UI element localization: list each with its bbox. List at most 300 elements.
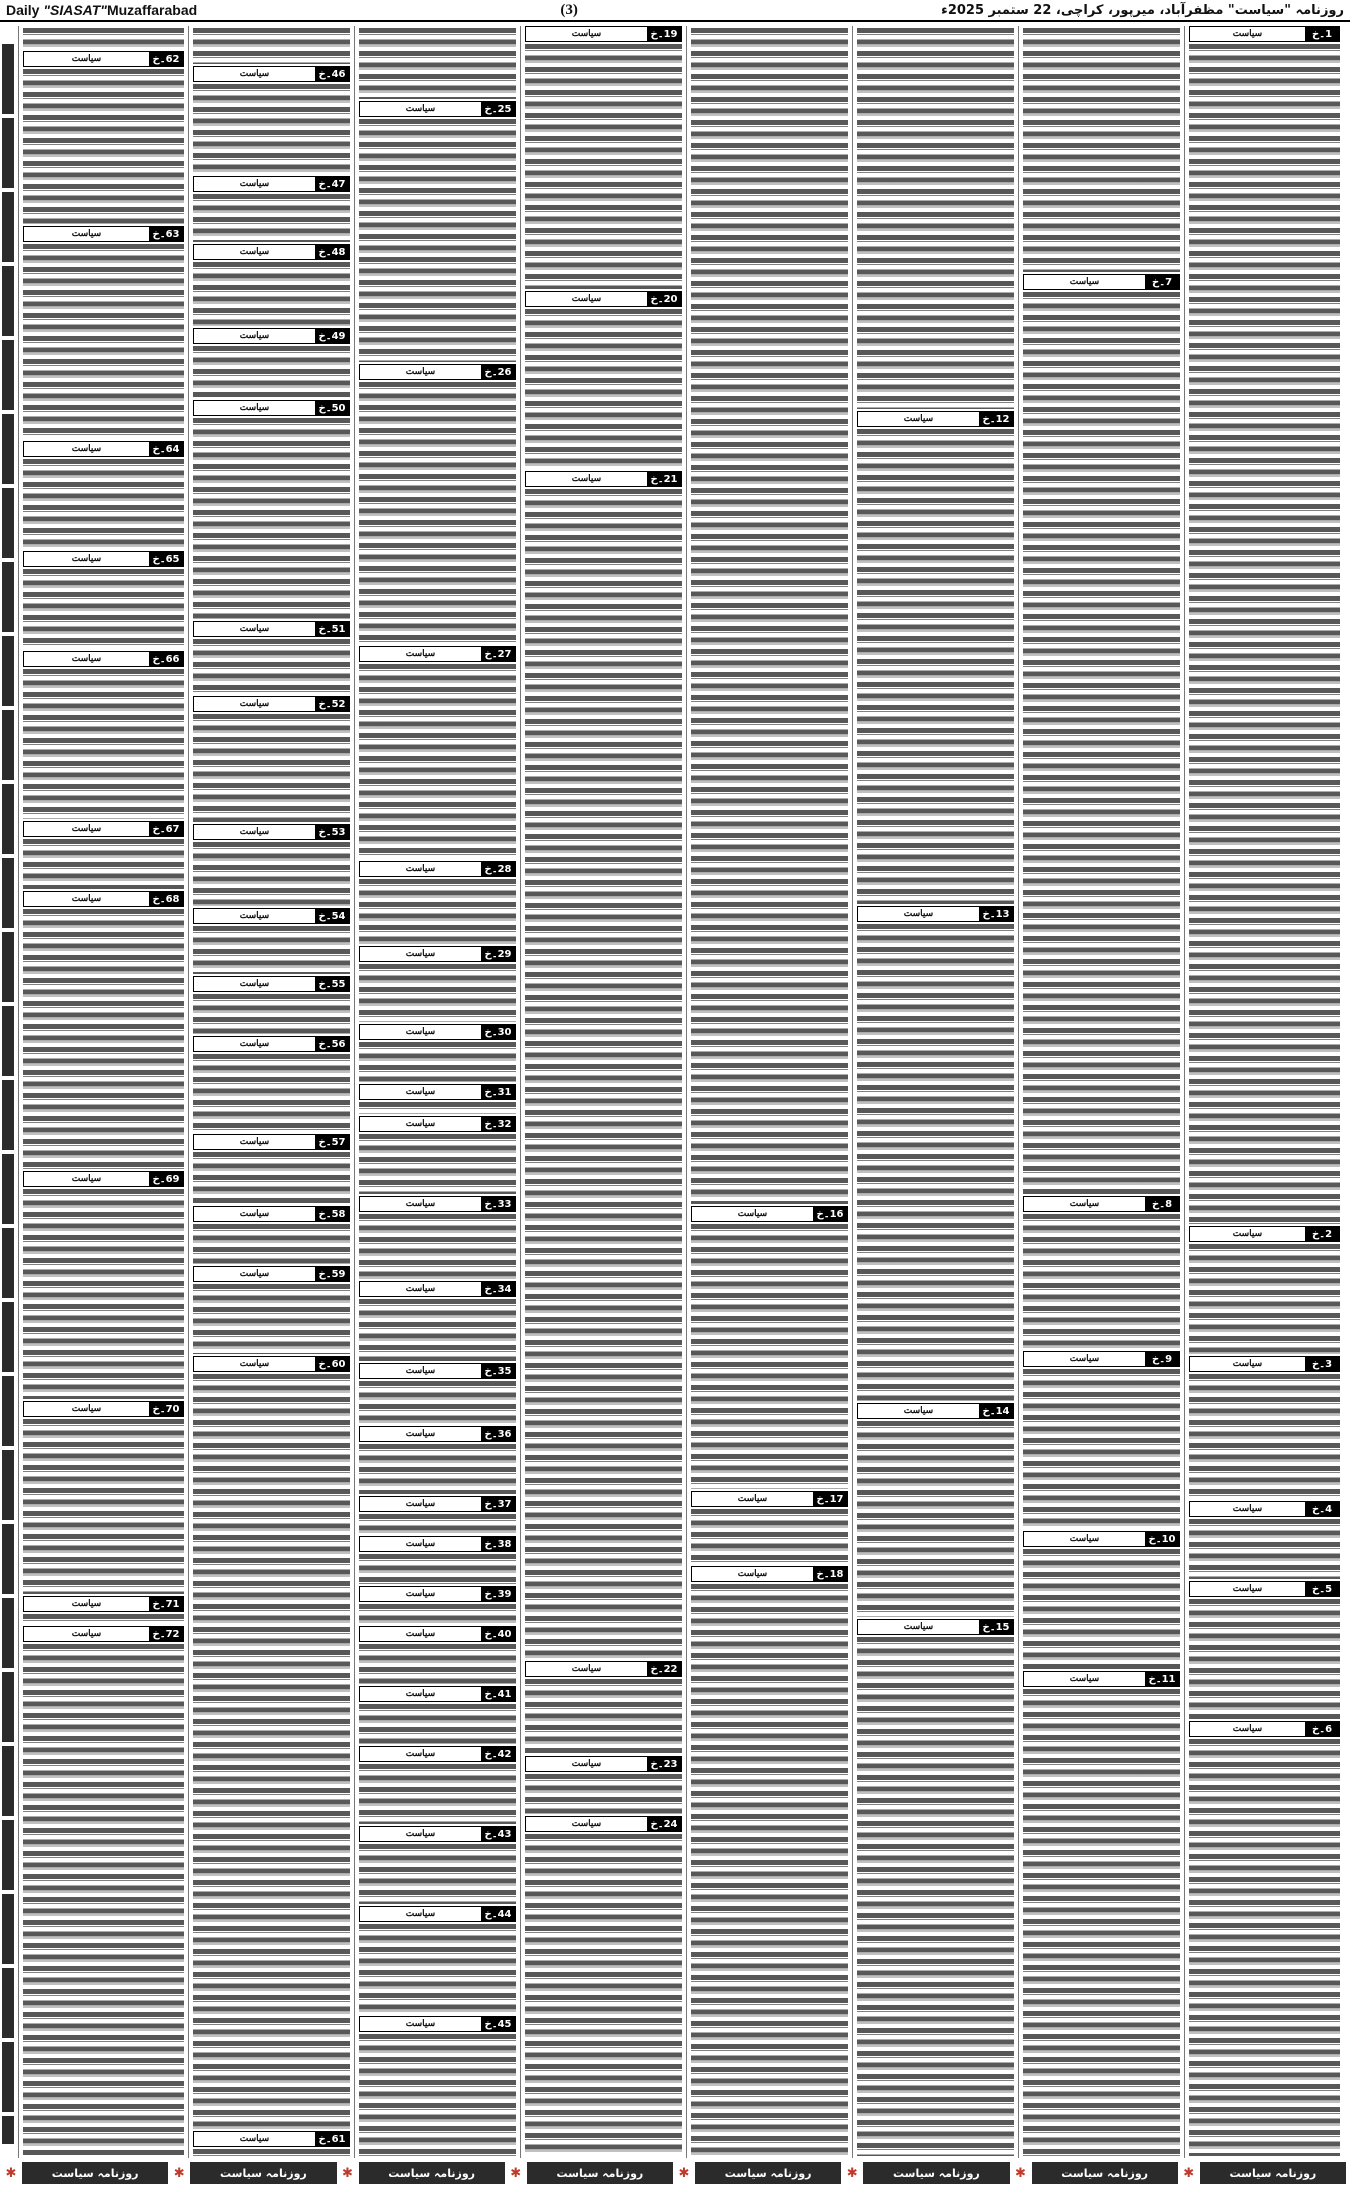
story-logo: سیاست: [239, 2134, 270, 2144]
story-number: 40۔خ: [481, 1627, 515, 1641]
story-logo: سیاست: [903, 1406, 934, 1416]
article-text: [359, 1924, 516, 2014]
story-header: [359, 1626, 516, 1642]
story-header: [359, 1281, 516, 1297]
article-text: [193, 1152, 350, 1204]
article-text: [1189, 1599, 1340, 1719]
story-logo: سیاست: [239, 979, 270, 989]
story-number: 21۔خ: [647, 472, 681, 486]
article-text: [193, 1374, 350, 2129]
story-logo: سیاست: [571, 1664, 602, 1674]
story-logo: سیاست: [571, 29, 602, 39]
story-logo: سیاست: [405, 1119, 436, 1129]
story-number: 6۔خ: [1305, 1722, 1339, 1736]
story-number: 37۔خ: [481, 1497, 515, 1511]
story-number: 18۔خ: [813, 1567, 847, 1581]
story-number: 2۔خ: [1305, 1227, 1339, 1241]
story-header: [1189, 1501, 1340, 1517]
story-header: [1023, 1351, 1180, 1367]
story-number: 43۔خ: [481, 1827, 515, 1841]
story-number: 25۔خ: [481, 102, 515, 116]
story-header: [193, 244, 350, 260]
article-text: [691, 1509, 848, 1564]
article-text: [359, 1604, 516, 1624]
story-header: [23, 551, 184, 567]
article-text: [691, 1224, 848, 1489]
story-logo: سیاست: [71, 1629, 102, 1639]
story-header: [23, 51, 184, 67]
story-header: [193, 1356, 350, 1372]
article-text: [193, 262, 350, 326]
story-logo: سیاست: [71, 654, 102, 664]
article-text: [359, 1844, 516, 1904]
story-number: 69۔خ: [149, 1172, 183, 1186]
story-logo: سیاست: [1069, 1674, 1100, 1684]
story-logo: سیاست: [903, 1622, 934, 1632]
story-number: 10۔خ: [1145, 1532, 1179, 1546]
story-logo: سیاست: [1232, 1359, 1263, 1369]
story-logo: سیاست: [405, 1284, 436, 1294]
story-logo: سیاست: [405, 1027, 436, 1037]
story-header: [359, 1363, 516, 1379]
story-header: [1189, 1356, 1340, 1372]
story-header: [857, 411, 1014, 427]
article-text: [359, 1764, 516, 1824]
story-number: 5۔خ: [1305, 1582, 1339, 1596]
article-text: [193, 1224, 350, 1264]
story-logo: سیاست: [239, 69, 270, 79]
story-logo: سیاست: [71, 1174, 102, 1184]
article-text: [193, 194, 350, 242]
story-logo: سیاست: [405, 1499, 436, 1509]
story-logo: سیاست: [405, 367, 436, 377]
story-header: [23, 821, 184, 837]
story-header: [359, 2016, 516, 2032]
story-number: 4۔خ: [1305, 1502, 1339, 1516]
page-number: (3): [560, 1, 578, 18]
story-number: 38۔خ: [481, 1537, 515, 1551]
story-header: [23, 441, 184, 457]
article-text: [1189, 1739, 1340, 2156]
story-number: 31۔خ: [481, 1085, 515, 1099]
article-text: [23, 459, 184, 549]
star-icon: ✱: [845, 2162, 859, 2184]
article-text: [23, 1189, 184, 1399]
story-logo: سیاست: [239, 331, 270, 341]
story-logo: سیاست: [405, 1199, 436, 1209]
story-header: [23, 1171, 184, 1187]
story-header: [857, 1403, 1014, 1419]
story-header: [193, 400, 350, 416]
article-text: [857, 1421, 1014, 1617]
footer-label: روزنامہ سیاست: [1032, 2162, 1178, 2184]
story-logo: سیاست: [1232, 1584, 1263, 1594]
column-c3: [852, 26, 1018, 2158]
footer-label: روزنامہ سیاست: [190, 2162, 336, 2184]
story-number: 3۔خ: [1305, 1357, 1339, 1371]
story-number: 56۔خ: [315, 1037, 349, 1051]
article-text: [1189, 1519, 1340, 1579]
star-icon: ✱: [341, 2162, 355, 2184]
story-number: 55۔خ: [315, 977, 349, 991]
story-header: [525, 26, 682, 42]
story-number: 33۔خ: [481, 1197, 515, 1211]
story-header: [359, 101, 516, 117]
story-header: [23, 891, 184, 907]
article-text: [1023, 292, 1180, 1194]
article-text: [23, 28, 184, 49]
story-header: [193, 696, 350, 712]
story-logo: سیاست: [571, 474, 602, 484]
article-text: [23, 839, 184, 889]
story-header: [525, 471, 682, 487]
article-text: [359, 1381, 516, 1424]
story-number: 67۔خ: [149, 822, 183, 836]
story-header: [193, 1134, 350, 1150]
story-logo: سیاست: [71, 1599, 102, 1609]
footer-label: روزنامہ سیاست: [22, 2162, 168, 2184]
article-text: [193, 714, 350, 822]
story-logo: سیاست: [71, 229, 102, 239]
story-logo: سیاست: [571, 1759, 602, 1769]
star-icon: ✱: [1182, 2162, 1196, 2184]
story-logo: سیاست: [737, 1209, 768, 1219]
article-text: [23, 244, 184, 439]
footer-label: روزنامہ سیاست: [695, 2162, 841, 2184]
article-text: [359, 1704, 516, 1744]
article-text: [23, 569, 184, 649]
story-header: [23, 1626, 184, 1642]
story-header: [359, 646, 516, 662]
article-text: [525, 1834, 682, 2156]
masthead-siasat: "SIASAT": [43, 2, 107, 18]
story-logo: سیاست: [405, 1629, 436, 1639]
story-header: [23, 1401, 184, 1417]
story-logo: سیاست: [405, 649, 436, 659]
story-number: 16۔خ: [813, 1207, 847, 1221]
story-logo: سیاست: [1069, 1534, 1100, 1544]
article-text: [359, 1554, 516, 1584]
footer-label: روزنامہ سیاست: [1200, 2162, 1346, 2184]
story-header: [193, 2131, 350, 2147]
column-c7: [188, 26, 354, 2158]
story-header: [193, 1206, 350, 1222]
story-logo: سیاست: [405, 1539, 436, 1549]
article-text: [23, 1419, 184, 1594]
article-text: [23, 909, 184, 1169]
article-text: [359, 119, 516, 362]
story-logo: سیاست: [903, 909, 934, 919]
article-text: [857, 429, 1014, 904]
story-logo: سیاست: [571, 294, 602, 304]
story-number: 39۔خ: [481, 1587, 515, 1601]
article-text: [193, 346, 350, 398]
story-number: 46۔خ: [315, 67, 349, 81]
story-number: 62۔خ: [149, 52, 183, 66]
article-text: [691, 28, 848, 1204]
story-logo: سیاست: [405, 1087, 436, 1097]
story-number: 53۔خ: [315, 825, 349, 839]
story-header: [359, 861, 516, 877]
story-logo: سیاست: [239, 1039, 270, 1049]
story-header: [23, 651, 184, 667]
story-logo: سیاست: [405, 1429, 436, 1439]
story-number: 27۔خ: [481, 647, 515, 661]
story-number: 1۔خ: [1305, 27, 1339, 41]
story-logo: سیاست: [239, 1269, 270, 1279]
story-header: [1023, 1531, 1180, 1547]
story-header: [359, 1196, 516, 1212]
article-text: [359, 1514, 516, 1534]
article-text: [23, 69, 184, 224]
story-number: 14۔خ: [979, 1404, 1013, 1418]
story-header: [359, 1746, 516, 1762]
story-number: 57۔خ: [315, 1135, 349, 1149]
story-header: [193, 976, 350, 992]
column-c8: [18, 26, 188, 2158]
story-header: [193, 66, 350, 82]
article-text: [23, 1614, 184, 1624]
story-number: 48۔خ: [315, 245, 349, 259]
star-icon: ✱: [172, 2162, 186, 2184]
story-number: 60۔خ: [315, 1357, 349, 1371]
story-number: 71۔خ: [149, 1597, 183, 1611]
story-header: [359, 1024, 516, 1040]
footer-band: [0, 2162, 1350, 2184]
column-c4: [686, 26, 852, 2158]
column-c6: [354, 26, 520, 2158]
story-number: 47۔خ: [315, 177, 349, 191]
story-number: 70۔خ: [149, 1402, 183, 1416]
story-number: 35۔خ: [481, 1364, 515, 1378]
story-logo: سیاست: [239, 403, 270, 413]
story-header: [691, 1206, 848, 1222]
story-header: [359, 946, 516, 962]
story-number: 52۔خ: [315, 697, 349, 711]
story-number: 50۔خ: [315, 401, 349, 415]
article-text: [359, 382, 516, 644]
story-logo: سیاست: [405, 1366, 436, 1376]
story-logo: سیاست: [903, 414, 934, 424]
story-header: [23, 226, 184, 242]
story-number: 45۔خ: [481, 2017, 515, 2031]
story-header: [193, 1036, 350, 1052]
article-text: [193, 842, 350, 906]
article-text: [23, 1644, 184, 2156]
side-decorative-strip: [2, 44, 14, 2144]
article-text: [359, 664, 516, 859]
story-number: 26۔خ: [481, 365, 515, 379]
story-header: [525, 1661, 682, 1677]
story-number: 11۔خ: [1145, 1672, 1179, 1686]
article-text: [359, 964, 516, 1022]
story-logo: سیاست: [239, 911, 270, 921]
story-number: 9۔خ: [1145, 1352, 1179, 1366]
masthead-daily: Daily: [6, 2, 40, 18]
article-text: [857, 1637, 1014, 2156]
article-text: [525, 1774, 682, 1814]
story-number: 32۔خ: [481, 1117, 515, 1131]
story-logo: سیاست: [71, 554, 102, 564]
article-text: [23, 669, 184, 819]
story-number: 30۔خ: [481, 1025, 515, 1039]
article-text: [359, 1644, 516, 1684]
article-text: [525, 44, 682, 289]
story-logo: سیاست: [239, 1137, 270, 1147]
story-header: [359, 1826, 516, 1842]
story-logo: سیاست: [1069, 277, 1100, 287]
column-c2: [1018, 26, 1184, 2158]
story-logo: سیاست: [239, 179, 270, 189]
article-text: [193, 418, 350, 619]
story-number: 65۔خ: [149, 552, 183, 566]
story-logo: سیاست: [405, 864, 436, 874]
story-number: 64۔خ: [149, 442, 183, 456]
story-header: [1189, 1226, 1340, 1242]
article-text: [359, 879, 516, 944]
article-text: [857, 28, 1014, 409]
article-text: [193, 1054, 350, 1132]
article-text: [1023, 1689, 1180, 2156]
article-text: [525, 309, 682, 469]
story-logo: سیاست: [737, 1569, 768, 1579]
story-number: 63۔خ: [149, 227, 183, 241]
masthead-city: Muzaffarabad: [106, 2, 198, 18]
story-number: 59۔خ: [315, 1267, 349, 1281]
story-header: [359, 1906, 516, 1922]
story-number: 7۔خ: [1145, 275, 1179, 289]
footer-label: روزنامہ سیاست: [863, 2162, 1009, 2184]
story-number: 34۔خ: [481, 1282, 515, 1296]
article-text: [193, 28, 350, 64]
story-logo: سیاست: [239, 624, 270, 634]
story-logo: سیاست: [239, 1209, 270, 1219]
column-c5: [520, 26, 686, 2158]
story-header: [525, 1756, 682, 1772]
story-number: 66۔خ: [149, 652, 183, 666]
story-header: [193, 176, 350, 192]
story-logo: سیاست: [239, 1359, 270, 1369]
article-text: [359, 1444, 516, 1494]
masthead-brand: [6, 2, 197, 18]
story-logo: سیاست: [405, 1909, 436, 1919]
article-text: [359, 1042, 516, 1082]
star-icon: ✱: [1014, 2162, 1028, 2184]
article-text: [359, 1214, 516, 1279]
story-number: 22۔خ: [647, 1662, 681, 1676]
masthead: [0, 0, 1350, 22]
story-number: 61۔خ: [315, 2132, 349, 2146]
story-header: [193, 824, 350, 840]
story-header: [1189, 1721, 1340, 1737]
story-logo: سیاست: [1232, 1504, 1263, 1514]
story-header: [359, 1586, 516, 1602]
story-number: 58۔خ: [315, 1207, 349, 1221]
story-logo: سیاست: [405, 1749, 436, 1759]
story-header: [193, 328, 350, 344]
story-number: 15۔خ: [979, 1620, 1013, 1634]
story-header: [525, 291, 682, 307]
story-logo: سیاست: [1232, 1724, 1263, 1734]
footer-label: روزنامہ سیاست: [527, 2162, 673, 2184]
story-logo: سیاست: [1232, 29, 1263, 39]
story-logo: سیاست: [239, 247, 270, 257]
story-logo: سیاست: [71, 824, 102, 834]
article-text: [359, 1102, 516, 1114]
story-header: [359, 1116, 516, 1132]
story-logo: سیاست: [1232, 1229, 1263, 1239]
story-number: 23۔خ: [647, 1757, 681, 1771]
article-text: [525, 1679, 682, 1754]
story-header: [359, 1536, 516, 1552]
story-header: [1189, 1581, 1340, 1597]
star-icon: ✱: [677, 2162, 691, 2184]
article-text: [193, 2149, 350, 2156]
story-logo: سیاست: [737, 1494, 768, 1504]
article-text: [359, 2034, 516, 2156]
story-logo: سیاست: [239, 699, 270, 709]
masthead-dateline: روزنامہ "سیاست" مظفرآباد، میرپور، کراچی، 22 ستمبر 2025ء: [941, 2, 1344, 18]
story-logo: سیاست: [405, 1589, 436, 1599]
story-header: [359, 1084, 516, 1100]
article-text: [525, 489, 682, 1659]
story-header: [525, 1816, 682, 1832]
story-number: 29۔خ: [481, 947, 515, 961]
story-logo: سیاست: [405, 104, 436, 114]
article-text: [193, 639, 350, 694]
story-header: [857, 906, 1014, 922]
story-number: 36۔خ: [481, 1427, 515, 1441]
story-logo: سیاست: [1069, 1354, 1100, 1364]
story-header: [359, 1686, 516, 1702]
story-header: [691, 1491, 848, 1507]
story-logo: سیاست: [71, 54, 102, 64]
article-text: [1023, 1214, 1180, 1349]
article-text: [1023, 1549, 1180, 1669]
article-text: [193, 994, 350, 1034]
story-number: 12۔خ: [979, 412, 1013, 426]
story-header: [857, 1619, 1014, 1635]
story-logo: سیاست: [405, 2019, 436, 2029]
story-header: [1189, 26, 1340, 42]
article-text: [193, 1284, 350, 1354]
story-logo: سیاست: [71, 894, 102, 904]
story-logo: سیاست: [571, 1819, 602, 1829]
story-number: 68۔خ: [149, 892, 183, 906]
story-number: 19۔خ: [647, 27, 681, 41]
story-header: [23, 1596, 184, 1612]
story-logo: سیاست: [71, 444, 102, 454]
article-text: [359, 1134, 516, 1194]
story-logo: سیاست: [405, 949, 436, 959]
article-text: [1189, 1244, 1340, 1354]
story-header: [193, 908, 350, 924]
story-number: 72۔خ: [149, 1627, 183, 1641]
story-header: [359, 1496, 516, 1512]
article-text: [1189, 44, 1340, 1224]
column-c1: [1184, 26, 1344, 2158]
story-number: 41۔خ: [481, 1687, 515, 1701]
story-number: 13۔خ: [979, 907, 1013, 921]
story-logo: سیاست: [405, 1829, 436, 1839]
star-icon: ✱: [4, 2162, 18, 2184]
story-header: [193, 621, 350, 637]
story-logo: سیاست: [405, 1689, 436, 1699]
story-header: [1023, 274, 1180, 290]
story-number: 51۔خ: [315, 622, 349, 636]
article-text: [1189, 1374, 1340, 1499]
article-text: [857, 924, 1014, 1401]
